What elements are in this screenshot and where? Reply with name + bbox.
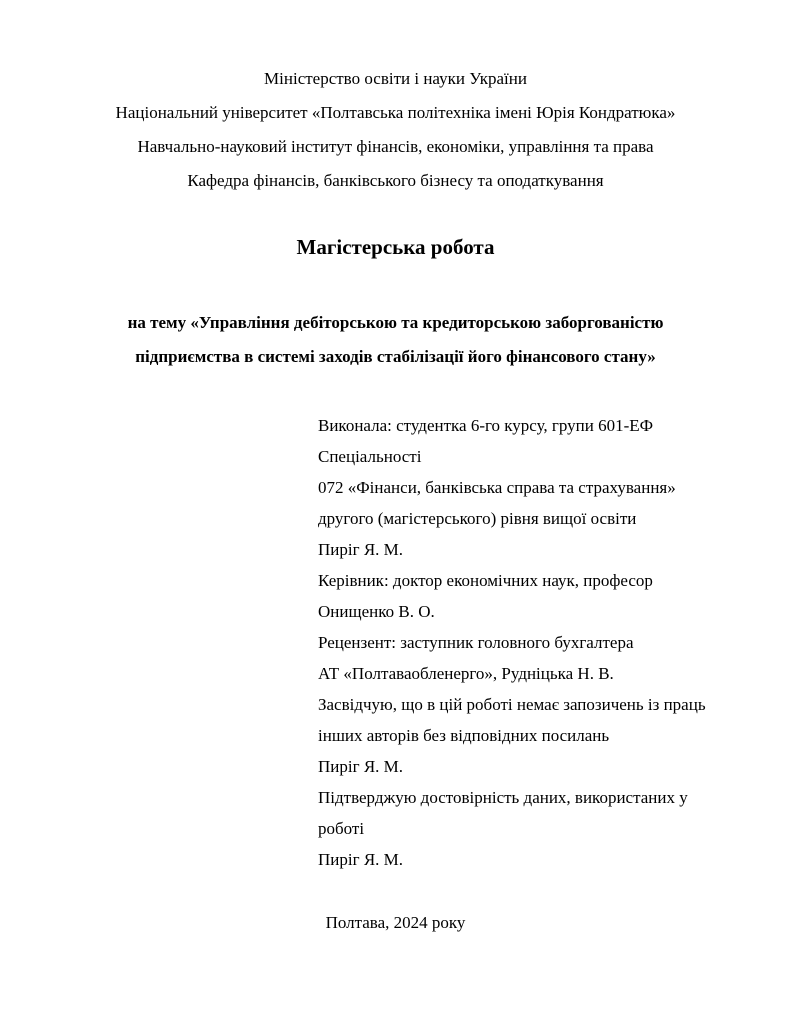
declaration-line-2: інших авторів без відповідних посилань bbox=[318, 726, 610, 745]
thesis-topic: на тему «Управління дебіторською та кредиторською заборгованістю підприємства в системі заходів стабілізації його фінансового стану» bbox=[127, 313, 664, 366]
institution-header bbox=[0, 62, 791, 198]
specialty-label-line: Спеціальності bbox=[318, 447, 422, 466]
thesis-topic-block bbox=[81, 306, 711, 374]
city-year-line: Полтава, 2024 року bbox=[325, 913, 466, 932]
details-block bbox=[318, 410, 751, 875]
declaration-signature-line: Пиріг Я. М. bbox=[318, 757, 404, 776]
specialty-code-line: 072 «Фінанси, банківська справа та страхування» bbox=[318, 478, 676, 497]
footer-block bbox=[0, 907, 791, 938]
degree-level-line: другого (магістерського) рівня вищої освіти bbox=[318, 509, 637, 528]
reviewer-name-line: АТ «Полтаваобленерго», Рудніцька Н. В. bbox=[318, 664, 614, 683]
university-line: Національний університет «Полтавська політехніка імені Юрія Кондратюка» bbox=[115, 103, 676, 122]
thesis-title-block bbox=[0, 230, 791, 264]
ministry-line: Міністерство освіти і науки України bbox=[264, 69, 527, 88]
confirmation-line-2: роботі bbox=[318, 819, 365, 838]
author-line: Виконала: студентка 6-го курсу, групи 601-ЕФ bbox=[318, 416, 654, 435]
confirmation-signature-line: Пиріг Я. М. bbox=[318, 850, 404, 869]
reviewer-line: Рецензент: заступник головного бухгалтера bbox=[318, 633, 634, 652]
institute-line: Навчально-науковий інститут фінансів, економіки, управління та права bbox=[137, 137, 654, 156]
confirmation-line-1: Підтверджую достовірність даних, використаних у bbox=[318, 788, 688, 807]
department-line: Кафедра фінансів, банківського бізнесу та оподаткування bbox=[187, 171, 604, 190]
declaration-line-1: Засвідчую, що в цій роботі немає запозичень із праць bbox=[318, 695, 706, 714]
thesis-title: Магістерська робота bbox=[296, 235, 495, 259]
supervisor-line: Керівник: доктор економічних наук, професор bbox=[318, 571, 653, 590]
supervisor-name-line: Онищенко В. О. bbox=[318, 602, 435, 621]
author-name-line: Пиріг Я. М. bbox=[318, 540, 404, 559]
